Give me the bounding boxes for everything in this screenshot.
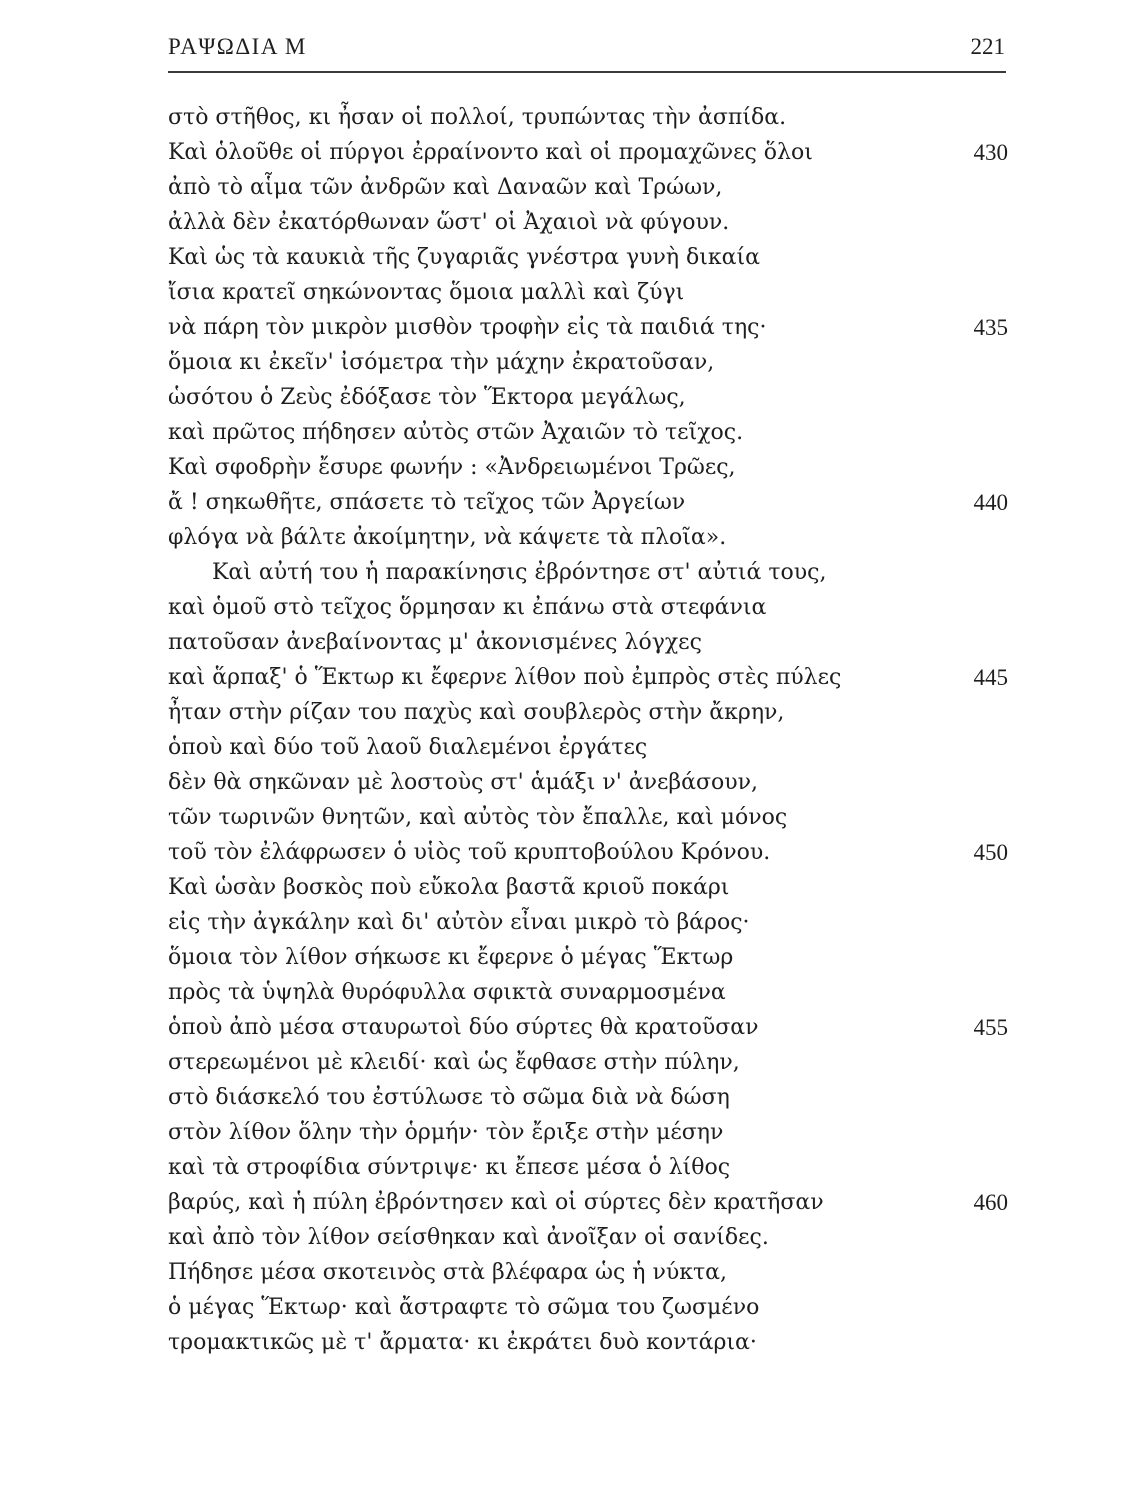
line-number: 435 — [973, 315, 1008, 340]
verse-line — [168, 1325, 1008, 1360]
verse-line — [168, 1220, 1008, 1255]
verse-line — [168, 380, 1008, 415]
verse-line — [168, 240, 1008, 275]
verse-line — [168, 345, 1008, 380]
verse-line — [168, 310, 1008, 345]
verse-line — [168, 100, 1008, 135]
verse-text: στὸν λίθον ὅλην τὴν ὁρμήν· τὸν ἔριξε στὴν μέσην — [168, 1120, 724, 1145]
line-number: 440 — [973, 490, 1008, 515]
verse-text: πρὸς τὰ ὑψηλὰ θυρόφυλλα σφικτὰ συναρμοσμένα — [168, 980, 726, 1005]
verse-text: Πήδησε μέσα σκοτεινὸς στὰ βλέφαρα ὡς ἡ νύκτα, — [168, 1260, 727, 1285]
verse-line — [168, 555, 1008, 590]
verse-text: Καὶ αὐτή του ἡ παρακίνησις ἐβρόντησε στ' αὐτιά τους, — [212, 560, 827, 585]
verse-text: ἦταν στὴν ρίζαν του παχὺς καὶ σουβλερὸς στὴν ἄκρην, — [168, 700, 785, 725]
verse-line — [168, 275, 1008, 310]
verse-text: φλόγα νὰ βάλτε ἀκοίμητην, νὰ κάψετε τὰ πλοῖα». — [168, 525, 727, 550]
verse-text: καὶ πρῶτος πήδησεν αὐτὸς στῶν Ἀχαιῶν τὸ τεῖχος. — [168, 420, 744, 445]
verse-line — [168, 1290, 1008, 1325]
verse-text: ἄ ! σηκωθῆτε, σπάσετε τὸ τεῖχος τῶν Ἀργείων — [168, 490, 686, 515]
verse-text: Καὶ ὁλοῦθε οἱ πύργοι ἐρραίνοντο καὶ οἱ προμαχῶνες ὅλοι — [168, 140, 813, 165]
verse-line — [168, 205, 1008, 240]
verse-line — [168, 730, 1008, 765]
verse-line — [168, 870, 1008, 905]
verse-text: ἴσια κρατεῖ σηκώνοντας ὅμοια μαλλὶ καὶ ζύγι — [168, 280, 685, 305]
verse-line — [168, 485, 1008, 520]
verse-line — [168, 975, 1008, 1010]
verse-text: ὅμοια τὸν λίθον σήκωσε κι ἔφερνε ὁ μέγας Ἕκτωρ — [168, 945, 734, 970]
verse-line — [168, 1150, 1008, 1185]
verse-text: ὅμοια κι ἐκεῖν' ἰσόμετρα τὴν μάχην ἐκρατοῦσαν, — [168, 350, 715, 375]
verse-text: νὰ πάρη τὸν μικρὸν μισθὸν τροφὴν εἰς τὰ παιδιά της· — [168, 315, 767, 340]
line-number: 455 — [973, 1015, 1008, 1040]
verse-line — [168, 1115, 1008, 1150]
verse-text: ὁποὺ ἀπὸ μέσα σταυρωτοὶ δύο σύρτες θὰ κρατοῦσαν — [168, 1015, 759, 1040]
verse-text: εἰς τὴν ἀγκάλην καὶ δι' αὐτὸν εἶναι μικρὸ τὸ βάρος· — [168, 910, 750, 935]
line-number: 460 — [973, 1190, 1008, 1215]
verse-line — [168, 905, 1008, 940]
verse-text: πατοῦσαν ἀνεβαίνοντας μ' ἀκονισμένες λόγχες — [168, 630, 702, 655]
verse-line — [168, 170, 1008, 205]
verse-line — [168, 1045, 1008, 1080]
verse-line — [168, 415, 1008, 450]
verse-text: ὁποὺ καὶ δύο τοῦ λαοῦ διαλεμένοι ἐργάτες — [168, 735, 648, 760]
verse-line — [168, 765, 1008, 800]
verse-text: τῶν τωρινῶν θνητῶν, καὶ αὐτὸς τὸν ἔπαλλε, καὶ μόνος — [168, 805, 788, 830]
verse-text: ὁ μέγας Ἕκτωρ· καὶ ἄστραφτε τὸ σῶμα του ζωσμένο — [168, 1295, 760, 1320]
verse-line — [168, 940, 1008, 975]
verse-text: ἀπὸ τὸ αἷμα τῶν ἀνδρῶν καὶ Δαναῶν καὶ Τρώων, — [168, 175, 723, 200]
verse-line — [168, 1185, 1008, 1220]
verse-text: στὸ στῆθος, κι ἦσαν οἱ πολλοί, τρυπώντας τὴν ἀσπίδα. — [168, 105, 787, 130]
verse-block — [168, 100, 1008, 1360]
verse-text: Καὶ ὡσὰν βοσκὸς ποὺ εὔκολα βαστᾶ κριοῦ ποκάρι — [168, 875, 730, 900]
verse-line — [168, 1080, 1008, 1115]
verse-line — [168, 800, 1008, 835]
verse-text: στὸ διάσκελό του ἐστύλωσε τὸ σῶμα διὰ νὰ δώση — [168, 1085, 730, 1110]
verse-text: καὶ ἅρπαξ' ὁ Ἕκτωρ κι ἔφερνε λίθον ποὺ ἐμπρὸς στὲς πύλες — [168, 665, 842, 690]
line-number: 430 — [973, 140, 1008, 165]
verse-line — [168, 450, 1008, 485]
verse-line — [168, 590, 1008, 625]
verse-line — [168, 520, 1008, 555]
verse-text: ὡσότου ὁ Ζεὺς ἐδόξασε τὸν Ἕκτορα μεγάλως, — [168, 385, 686, 410]
verse-text: τοῦ τὸν ἐλάφρωσεν ὁ υἱὸς τοῦ κρυπτοβούλου Κρόνου. — [168, 840, 771, 865]
verse-text: καὶ ὁμοῦ στὸ τεῖχος ὅρμησαν κι ἐπάνω στὰ στεφάνια — [168, 595, 767, 620]
line-number: 450 — [973, 840, 1008, 865]
verse-text: καὶ τὰ στροφίδια σύντριψε· κι ἔπεσε μέσα ὁ λίθος — [168, 1155, 731, 1180]
verse-line — [168, 695, 1008, 730]
line-number: 445 — [973, 665, 1008, 690]
verse-text: Καὶ σφοδρὴν ἔσυρε φωνήν : «Ἀνδρειωμένοι Τρῶες, — [168, 455, 736, 480]
verse-text: Καὶ ὡς τὰ καυκιὰ τῆς ζυγαριᾶς γνέστρα γυνὴ δικαία — [168, 245, 761, 270]
verse-text: δὲν θὰ σηκῶναν μὲ λοστοὺς στ' ἁμάξι ν' ἀνεβάσουν, — [168, 770, 759, 795]
verse-text: ἀλλὰ δὲν ἐκατόρθωναν ὥστ' οἱ Ἀχαιοὶ νὰ φύγουν. — [168, 210, 730, 235]
verse-text: στερεωμένοι μὲ κλειδί· καὶ ὡς ἔφθασε στὴν πύλην, — [168, 1050, 740, 1075]
verse-line — [168, 835, 1008, 870]
verse-text: βαρύς, καὶ ἡ πύλη ἐβρόντησεν καὶ οἱ σύρτες δὲν κρατῆσαν — [168, 1190, 824, 1215]
verse-line — [168, 660, 1008, 695]
verse-text: τρομακτικῶς μὲ τ' ἄρματα· κι ἐκράτει δυὸ κοντάρια· — [168, 1330, 757, 1355]
running-title: ΡΑΨΩΔΙΑ Μ — [168, 34, 307, 59]
verse-line — [168, 1010, 1008, 1045]
verse-text: καὶ ἀπὸ τὸν λίθον σείσθηκαν καὶ ἀνοῖξαν οἱ σανίδες. — [168, 1225, 769, 1250]
verse-line — [168, 1255, 1008, 1290]
verse-line — [168, 135, 1008, 170]
page-number: 221 — [970, 34, 1005, 59]
header-rule — [168, 71, 1006, 73]
verse-line — [168, 625, 1008, 660]
